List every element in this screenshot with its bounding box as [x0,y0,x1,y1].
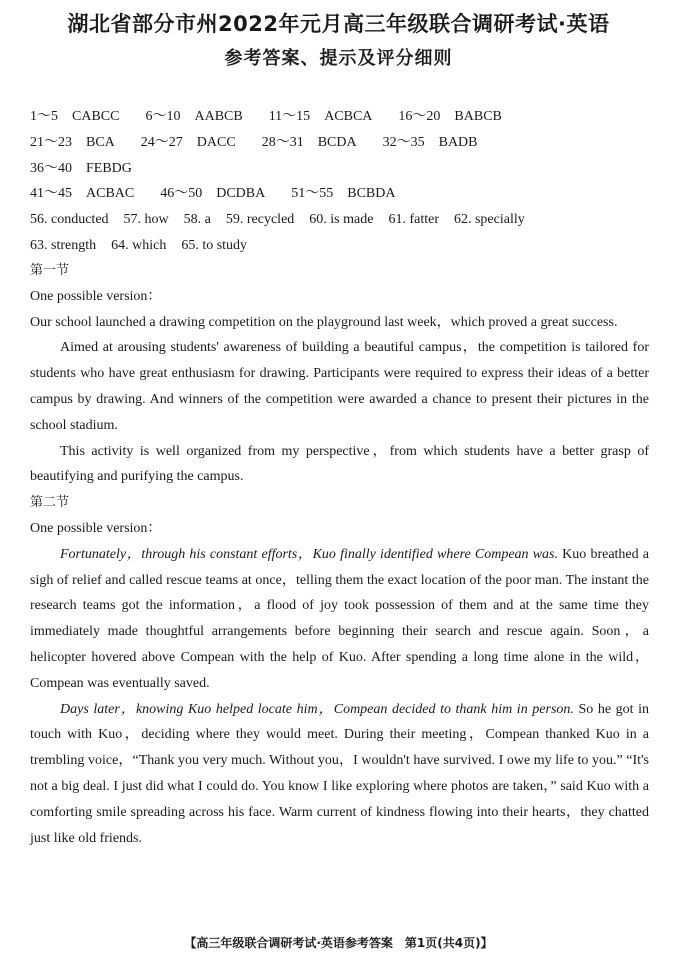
fill-answer: 61. fatter [388,212,439,228]
page-footer: 【高三年级联合调研考试·英语参考答案 第1页(共4页)】 [184,936,493,950]
answer-range: 46～50 [160,186,203,202]
fill-answer: 56. conducted [30,212,109,228]
fill-answer: 63. strength [30,237,97,253]
section-1-paragraph: Our school launched a drawing competition on the playground last week，which proved a great success. [30,314,618,330]
answer-key: DACC [196,134,236,150]
answer-group [30,130,115,156]
paragraph-lead-sentence: Fortunately，through his constant efforts，Kuo finally identified where Compean was. [60,546,558,562]
fill-answer: 59. recycled [225,212,295,228]
document-subtitle: 参考答案、提示及评分细则 [224,48,453,69]
answer-group [145,104,242,130]
fill-answer: 58. a [183,212,211,228]
answer-key: BCA [86,134,115,150]
section-1-paragraph: Aimed at arousing students' awareness of building a beautiful campus，the competition is tailored for students who have great enthusiasm for drawing. Participants were required to express their ideas of a better campus by drawing. And winners of the competition were awarded a chance to present their pictures in the school stadium. [30,340,649,433]
answer-row-1 [30,104,660,130]
answer-range: 16～20 [398,109,441,124]
section-2-heading: 第二节 [30,495,70,511]
answer-key: ACBCA [324,109,373,124]
answer-key: CABCC [72,109,120,124]
answer-range: 6～10 [145,109,181,124]
document-title: 湖北省部分市州2022年元月高三年级联合调研考试·英语 [67,12,610,36]
answer-key: AABCB [194,109,243,124]
answer-key: FEBDG [86,160,132,176]
answer-group [141,130,236,156]
answer-key: ACBAC [86,186,135,202]
answer-row-2 [30,130,660,156]
answer-key: BCBDA [347,186,396,202]
answer-group [291,181,395,207]
paragraph-continuation: So he got in touch with Kuo，deciding where they would meet. During their meeting，Compean thanked Kuo in a trembling voice，“Thank you very much. Without you，I wouldn't have survived. I owe my life to you.” “It's not a big deal. I just did what I could do. You know I like exploring where photos are taken，” said Kuo with a comforting smile spreading across his face. Warm current of kindness flowing into their hearts，they chatted just like old friends. [30,701,650,846]
fill-answer: 62. specially [453,212,525,228]
answer-group [30,181,134,207]
answer-row-3 [30,156,660,182]
section-2-version-label: One possible version： [30,520,162,536]
section-1-version-label: One possible version： [30,288,162,304]
section-1-heading: 第一节 [30,263,70,278]
answer-key: BABCB [454,109,502,124]
fill-in-row-1 [30,207,660,233]
writing-section [30,258,649,851]
answer-range: 21～23 [30,134,72,150]
section-2-paragraph [30,697,649,852]
paragraph-continuation: Kuo breathed a sigh of relief and called rescue teams at once，telling them the exact location of the poor man. The instant the research teams got the information，a flood of joy took possession of them and at the same time they immediately made thoughtful arrangements before beginning their search and rescue again. Soon，a helicopter hovered above Compean with the help of Kuo. After spending a long time alone in the wild，Compean was eventually saved. [30,546,650,691]
answer-group [398,104,501,130]
paragraph-lead-sentence: Days later，knowing Kuo helped locate him，Compean decided to thank him in person. [60,701,574,717]
answer-range: 51～55 [291,186,334,202]
answer-group [262,130,357,156]
answer-key: BCDA [317,134,357,150]
answer-range: 1～5 [30,109,58,124]
fill-in-row-2 [30,233,660,259]
answer-group [30,156,132,182]
answer-row-4 [30,181,660,207]
answer-group [160,181,265,207]
fill-answer: 64. which [111,237,167,253]
answer-range: 36～40 [30,160,72,176]
answer-range: 28～31 [261,134,304,150]
answer-key: DCDBA [216,186,266,202]
answer-group [269,104,373,130]
answer-range: 24～27 [140,134,183,150]
answer-key: BADB [438,134,478,150]
section-2-paragraph [30,542,649,697]
fill-answer: 65. to study [181,237,248,253]
answer-range: 11～15 [268,109,311,124]
answer-range: 41～45 [30,186,72,202]
fill-answer: 57. how [123,212,169,228]
answer-range: 32～35 [382,134,425,150]
answer-group [383,130,478,156]
answer-group [30,104,119,130]
section-1-paragraph: This activity is well organized from my perspective，from which students have a better grasp of beautifying and purifying the campus. [30,443,649,485]
answer-key-block [30,104,660,259]
fill-answer: 60. is made [309,212,374,228]
